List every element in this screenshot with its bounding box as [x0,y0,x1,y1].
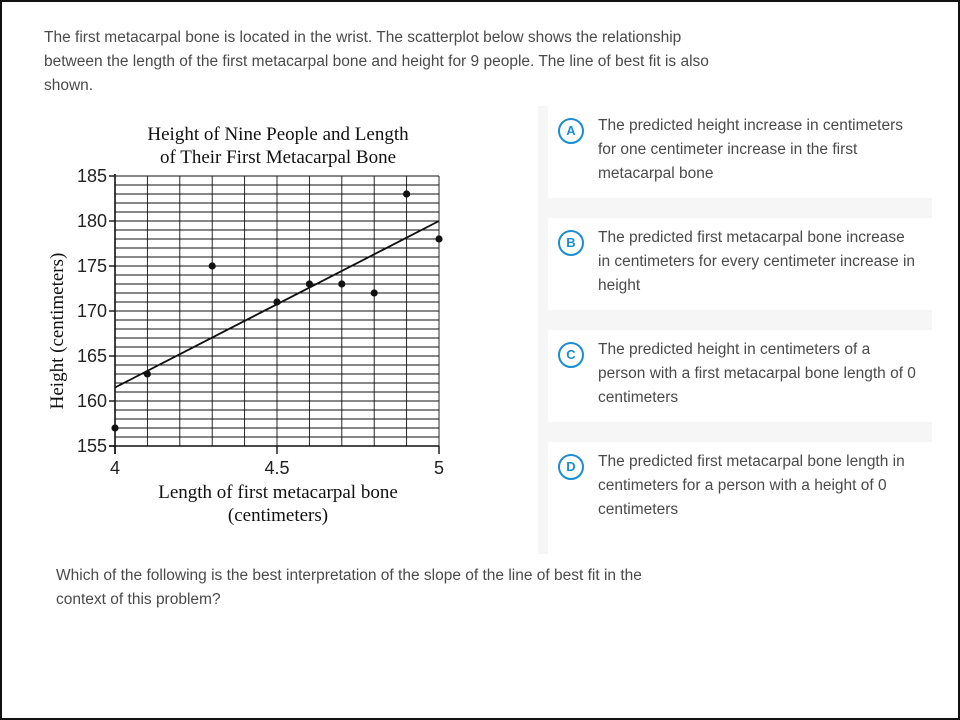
y-tick-label: 165 [76,346,107,366]
choice-gap [548,310,932,330]
question-text: Which of the following is the best interpretation of the slope of the line of best fit in the context of this problem? [56,567,642,608]
choice-a-text: The predicted height increase in centimeters for one centimeter increase in the first metacarpal bone [598,117,903,182]
data-point [273,298,280,305]
choice-c-strip [538,330,548,442]
data-point [209,262,216,269]
choice-c-letter: C [558,342,584,368]
y-tick-label: 160 [76,391,107,411]
choice-a-strip [538,106,548,218]
choice-d-text: The predicted first metacarpal bone length in centimeters for a person with a height of 0 centimeters [598,453,905,518]
data-point [435,235,442,242]
x-axis-label-line: (centimeters) [227,505,329,526]
y-tick-label: 175 [76,256,107,276]
choice-gap [548,198,932,218]
data-point [403,190,410,197]
scatterplot [42,114,482,534]
y-tick-label: 170 [76,301,107,321]
answer-choices [538,106,932,530]
choice-d-letter: D [558,454,584,480]
scatterplot-svg [42,114,482,534]
intro-text: The first metacarpal bone is located in the wrist. The scatterplot below shows the relationship between the length of the first metacarpal bone and height for 9 people. The line of best fit is also shown. [44,29,709,94]
y-tick-label: 185 [76,166,107,186]
choice-c-text: The predicted height in centimeters of a person with a first metacarpal bone length of 0 centimeters [598,341,916,406]
y-axis-label: Height (centimeters) [47,252,68,410]
chart-title-line: of Their First Metacarpal Bone [159,147,397,168]
x-tick-label: 4.5 [264,458,290,478]
choice-b-letter: B [558,230,584,256]
data-point [306,280,313,287]
choice-d[interactable] [538,442,932,554]
y-tick-label: 155 [76,436,107,456]
chart-title-line: Height of Nine People and Length [147,124,409,145]
data-point [144,370,151,377]
y-tick-label: 180 [76,211,107,231]
choice-a-letter: A [558,118,584,144]
choice-d-strip [538,442,548,554]
x-axis-label-line: Length of first metacarpal bone [158,482,398,503]
data-point [338,280,345,287]
data-point [371,289,378,296]
choice-gap [548,422,932,442]
grid-lines [115,176,439,446]
x-tick-label: 4 [109,458,121,478]
x-tick-label: 5 [433,458,445,478]
data-point [111,424,118,431]
choice-b-text: The predicted first metacarpal bone increase in centimeters for every centimeter increase in height [598,229,916,294]
choice-b-strip [538,218,548,330]
